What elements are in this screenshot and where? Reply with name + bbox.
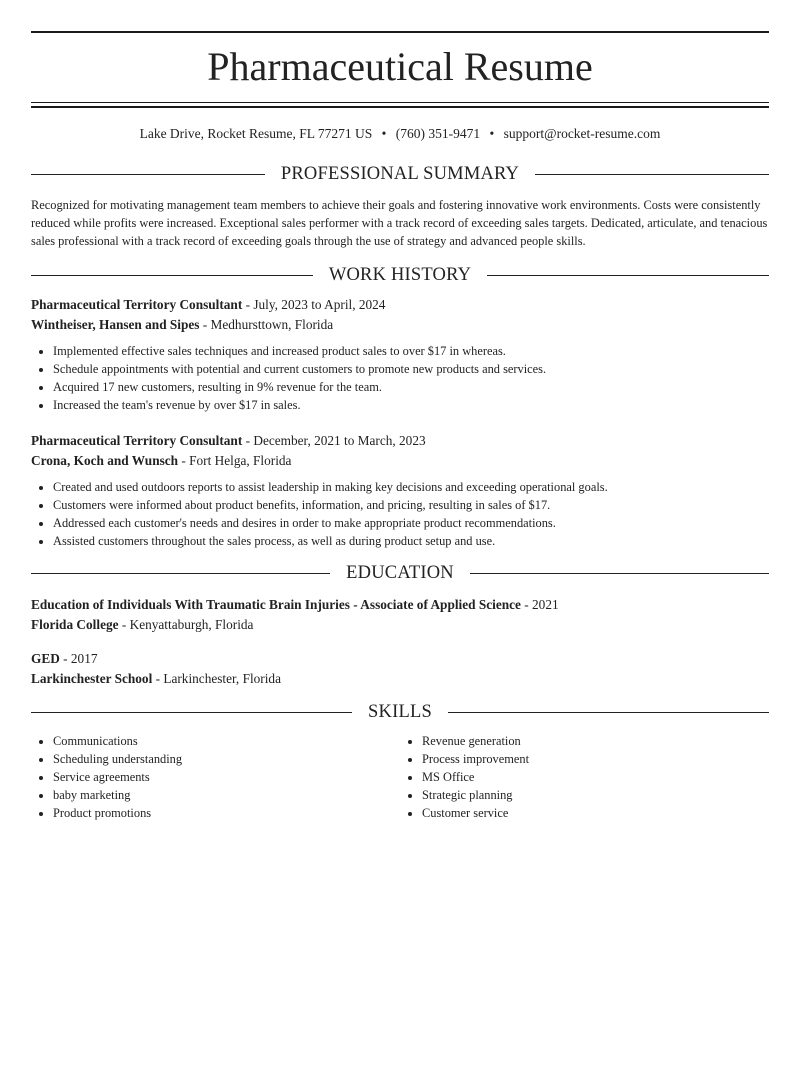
list-item: • Increased the team's revenue by over $17 in sales. (53, 396, 769, 414)
section-title: EDUCATION (346, 562, 454, 583)
contact-address: Lake Drive, Rocket Resume, FL 77271 US (139, 126, 373, 141)
section-title: WORK HISTORY (328, 264, 472, 285)
list-item: • Schedule appointments with potential and current customers to promote new products and services. (53, 360, 769, 378)
skill-item: • Scheduling understanding (53, 750, 400, 768)
education-entry (31, 649, 769, 688)
job-entry (31, 431, 769, 550)
resume-page (0, 31, 800, 822)
job-company: Crona, Koch and Wunsch (31, 452, 179, 468)
job-location: - Fort Helga, Florida (178, 452, 292, 468)
job-bullets (31, 342, 769, 414)
section-heading-skills (31, 700, 769, 724)
contact-email: support@rocket-resume.com (503, 126, 661, 141)
heading-rule-right (448, 712, 769, 713)
heading-rule-left (31, 174, 265, 175)
edu-location: - Kenyattaburgh, Florida (118, 616, 254, 632)
rule-thick (31, 106, 769, 108)
edu-year: - 2017 (59, 651, 98, 666)
resume-title: Pharmaceutical Resume (207, 44, 593, 89)
job-title: Pharmaceutical Territory Consultant (31, 433, 243, 448)
list-item: • Customers were informed about product benefits, information, and pricing, resulting in sales of $17. (53, 496, 769, 514)
list-item: • Addressed each customer's needs and desires in order to make appropriate product recommendations. (53, 514, 769, 532)
skill-item: • Product promotions (53, 804, 400, 822)
education-entry (31, 595, 769, 634)
bullet-separator: • (381, 126, 387, 141)
job-dates: - December, 2021 to March, 2023 (242, 433, 426, 448)
edu-school: Larkinchester School (31, 670, 153, 686)
heading-rule-right (535, 174, 769, 175)
summary-text: Recognized for motivating management team members to achieve their goals and fostering innovative work environments. Costs were consistently reduced while profits were increased. Exceptional sales performer with a track record of exceeding sales targets. Dedicated, articulate, and tenacious sales professional with a track record of exceeding goals through the use of strategy and advanced people skills. (31, 198, 768, 248)
edu-degree: GED (31, 651, 60, 666)
skill-item: • Communications (53, 732, 400, 750)
edu-year: - 2021 (520, 597, 559, 612)
edu-school: Florida College (31, 616, 119, 632)
section-title: PROFESSIONAL SUMMARY (280, 163, 520, 184)
skills-column-left (31, 732, 400, 822)
section-heading-education (31, 561, 769, 585)
job-location: - Medhursttown, Florida (199, 316, 334, 332)
heading-rule-left (31, 712, 352, 713)
list-item: • Created and used outdoors reports to assist leadership in making key decisions and exceeding operational goals. (53, 478, 769, 496)
skill-item: • Strategic planning (422, 786, 769, 804)
job-bullets (31, 478, 769, 550)
skill-item: • Process improvement (422, 750, 769, 768)
skill-item: • MS Office (422, 768, 769, 786)
skills-column-right (400, 732, 769, 822)
list-item: • Assisted customers throughout the sales process, as well as during product setup and use. (53, 532, 769, 550)
heading-rule-right (470, 573, 769, 574)
skill-item: • baby marketing (53, 786, 400, 804)
contact-phone: (760) 351-9471 (395, 126, 481, 141)
edu-degree: Education of Individuals With Traumatic Brain Injuries - Associate of Applied Science (31, 597, 521, 612)
heading-rule-right (487, 275, 769, 276)
section-heading-work-history (31, 263, 769, 287)
job-company: Wintheiser, Hansen and Sipes (31, 316, 200, 332)
job-dates: - July, 2023 to April, 2024 (242, 297, 386, 312)
heading-rule-left (31, 275, 313, 276)
heading-rule-left (31, 573, 330, 574)
skills-grid (31, 732, 769, 822)
section-heading-summary (31, 162, 769, 186)
job-entry (31, 295, 769, 414)
list-item: • Implemented effective sales techniques and increased product sales to over $17 in whereas. (53, 342, 769, 360)
list-item: • Acquired 17 new customers, resulting in 9% revenue for the team. (53, 378, 769, 396)
edu-location: - Larkinchester, Florida (152, 670, 281, 686)
skill-item: • Service agreements (53, 768, 400, 786)
double-rule (31, 102, 769, 108)
skill-item: • Revenue generation (422, 732, 769, 750)
skill-item: • Customer service (422, 804, 769, 822)
rule-thin (31, 102, 769, 103)
contact-line (31, 125, 769, 143)
job-title: Pharmaceutical Territory Consultant (31, 297, 243, 312)
bullet-separator: • (489, 126, 495, 141)
section-title: SKILLS (368, 701, 432, 722)
